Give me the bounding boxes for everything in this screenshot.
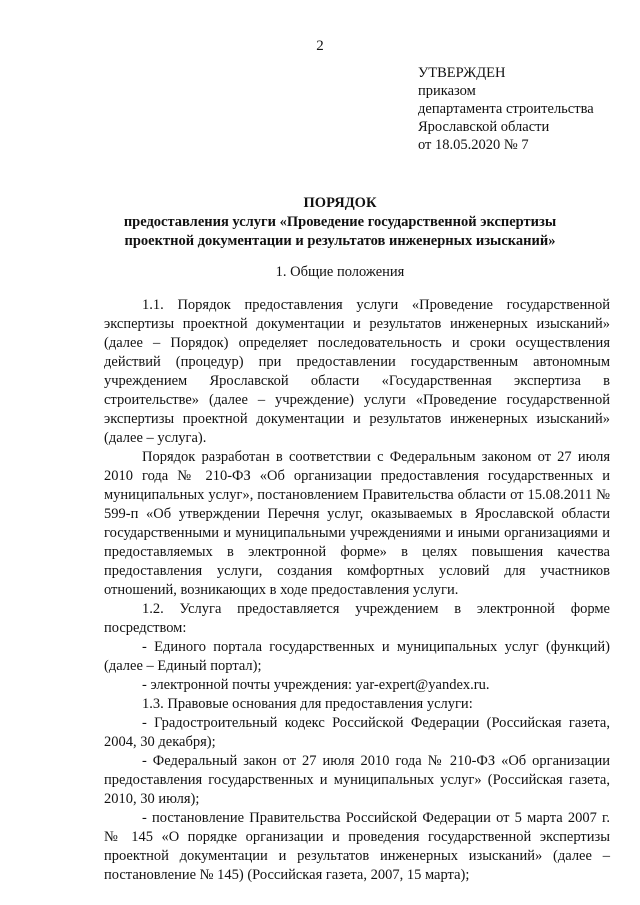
approval-line-approved: УТВЕРЖДЕН — [418, 65, 506, 81]
list-item-email: - электронной почты учреждения: yar-expert@yandex.ru. — [142, 677, 490, 693]
paragraph-1-1: 1.1. Порядок предоставления услуги «Проведение государственной экспертизы проектной документации и результатов инженерных изысканий» (далее – Порядок) определяет последовательность и сроки осуществления действий (процедур) при предоставлении государственным автономным учреждением Ярославской области «Государственная экспертиза в строительстве» (далее – учреждение) услуги «Проведение государственной экспертизы проектной документации и результатов инженерных изысканий» (далее – услуга). — [104, 297, 610, 446]
paragraph-1-3: 1.3. Правовые основания для предоставления услуги: — [142, 696, 473, 712]
section-heading: 1. Общие положения — [275, 264, 405, 280]
approval-line-date: от 18.05.2020 № 7 — [418, 137, 529, 153]
paragraph-1-2: 1.2. Услуга предоставляется учреждением в электронной форме посредством: — [104, 601, 610, 636]
document-title — [80, 194, 600, 251]
title-line-2: проектной документации и результатов инженерных изысканий» — [124, 233, 556, 249]
title-line-1: предоставления услуги «Проведение государственной экспертизы — [123, 214, 557, 230]
approval-stamp — [418, 64, 628, 154]
approval-line-region: Ярославской области — [418, 119, 550, 135]
list-item-code: - Градостроительный кодекс Российской Федерации (Российская газета, 2004, 30 декабря); — [104, 715, 610, 750]
document-body — [104, 296, 610, 885]
page-number: 2 — [316, 38, 324, 54]
list-item-federal-law: - Федеральный закон от 27 июля 2010 года № 210-ФЗ «Об организации предоставления государственных и муниципальных услуг» (Российская газета, 2010, 30 июля); — [104, 753, 610, 807]
list-item-resolution: - постановление Правительства Российской Федерации от 5 марта 2007 г. № 145 «О порядке организации и проведения государственной экспертизы проектной документации и результатов инженерных изысканий» (далее – постановление № 145) (Российская газета, 2007, 15 марта); — [104, 810, 610, 883]
title-heading: ПОРЯДОК — [303, 195, 377, 211]
list-item-portal: - Единого портала государственных и муниципальных услуг (функций) (далее – Единый портал); — [104, 639, 610, 674]
approval-line-order: приказом — [418, 83, 476, 99]
paragraph-basis: Порядок разработан в соответствии с Федеральным законом от 27 июля 2010 года № 210-ФЗ «Об организации предоставления государственных и муниципальных услуг», постановлением Правительства области от 15.08.2011 № 599-п «Об утверждении Перечня услуг, оказываемых в Ярославской области государственными и муниципальными учреждениями и иными организациями и предоставляемых в электронной форме» в целях повышения качества предоставления услуги, создания комфортных условий для участников отношений, возникающих в ходе предоставления услуги. — [104, 449, 610, 598]
approval-line-department: департамента строительства — [418, 101, 594, 117]
